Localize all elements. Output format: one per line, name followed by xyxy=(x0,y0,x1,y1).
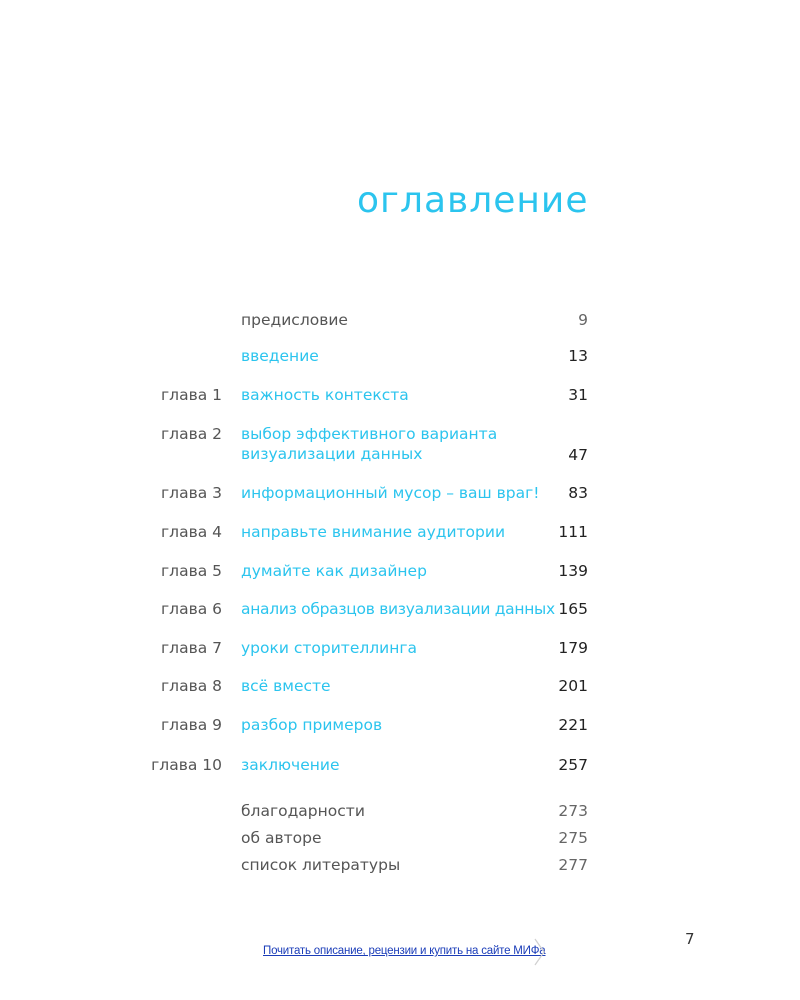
toc-entry-title: об авторе xyxy=(241,829,322,847)
toc-entry-page: 277 xyxy=(558,856,588,874)
toc-chapter-label: глава 4 xyxy=(161,523,222,541)
toc-entry-chapter-8[interactable] xyxy=(0,677,800,699)
toc-entry-page: 83 xyxy=(568,484,588,502)
toc-chapter-label: глава 7 xyxy=(161,639,222,657)
toc-entry-title xyxy=(241,425,497,463)
toc-entry-title: направьте внимание аудитории xyxy=(241,523,506,541)
toc-entry-title: анализ образцов визуализации данных xyxy=(241,600,555,618)
toc-entry-page: 275 xyxy=(558,829,588,847)
toc-chapter-label: глава 9 xyxy=(161,716,222,734)
toc-entry-page: 31 xyxy=(568,386,588,404)
toc-entry-chapter-6[interactable] xyxy=(0,600,800,622)
toc-entry-chapter-9[interactable] xyxy=(0,716,800,738)
toc-entry-chapter-4[interactable] xyxy=(0,523,800,545)
toc-entry-title: думайте как дизайнер xyxy=(241,562,427,580)
toc-entry-chapter-10[interactable] xyxy=(0,756,800,778)
toc-entry-chapter-2[interactable] xyxy=(0,425,800,469)
toc-entry-title: разбор примеров xyxy=(241,716,383,734)
page-number: 7 xyxy=(685,930,695,948)
toc-chapter-label: глава 8 xyxy=(161,677,222,695)
toc-entry-chapter-1[interactable] xyxy=(0,386,800,408)
toc-entry-page: 9 xyxy=(578,311,588,329)
toc-entry-page: 257 xyxy=(558,756,588,774)
toc-entry-page: 165 xyxy=(558,600,588,618)
toc-entry-page: 273 xyxy=(558,802,588,820)
toc-entry-foreword[interactable] xyxy=(0,311,800,333)
toc-chapter-label: глава 1 xyxy=(161,386,222,404)
toc-entry-chapter-5[interactable] xyxy=(0,562,800,584)
toc-entry-title: всё вместе xyxy=(241,677,331,695)
toc-entry-title: информационный мусор – ваш враг! xyxy=(241,484,540,502)
toc-entry-about-author[interactable] xyxy=(0,829,800,851)
toc-entry-title: уроки сторителлинга xyxy=(241,639,418,657)
toc-chapter-label: глава 5 xyxy=(161,562,222,580)
toc-entry-chapter-3[interactable] xyxy=(0,484,800,506)
toc-entry-title-line1: выбор эффективного варианта xyxy=(241,425,498,443)
toc-entry-title: список литературы xyxy=(241,856,401,874)
toc-entry-page: 139 xyxy=(558,562,588,580)
footer-store-link[interactable]: Почитать описание, рецензии и купить на сайте МИФа xyxy=(263,945,546,957)
toc-chapter-label: глава 6 xyxy=(161,600,222,618)
toc-entry-title: важность контекста xyxy=(241,386,409,404)
toc-entry-introduction[interactable] xyxy=(0,347,800,369)
toc-entry-title: введение xyxy=(241,347,319,365)
toc-chapter-label: глава 3 xyxy=(161,484,222,502)
toc-entry-bibliography[interactable] xyxy=(0,856,800,878)
toc-entry-title: заключение xyxy=(241,756,340,774)
toc-entry-title: предисловие xyxy=(241,311,348,329)
toc-entry-acknowledgments[interactable] xyxy=(0,802,800,824)
toc-entry-page: 201 xyxy=(558,677,588,695)
toc-chapter-label: глава 2 xyxy=(161,425,222,443)
toc-entry-page: 47 xyxy=(568,446,588,464)
toc-entry-page: 111 xyxy=(558,523,588,541)
toc-entry-chapter-7[interactable] xyxy=(0,639,800,661)
toc-entry-title: благодарности xyxy=(241,802,365,820)
toc-chapter-label: глава 10 xyxy=(151,756,222,774)
toc-entry-title-line2: визуализации данных xyxy=(241,445,423,463)
toc-entry-page: 13 xyxy=(568,347,588,365)
toc-entry-page: 221 xyxy=(558,716,588,734)
chevron-right-icon xyxy=(533,937,547,967)
page-title: оглавление xyxy=(357,180,589,221)
toc-entry-page: 179 xyxy=(558,639,588,657)
